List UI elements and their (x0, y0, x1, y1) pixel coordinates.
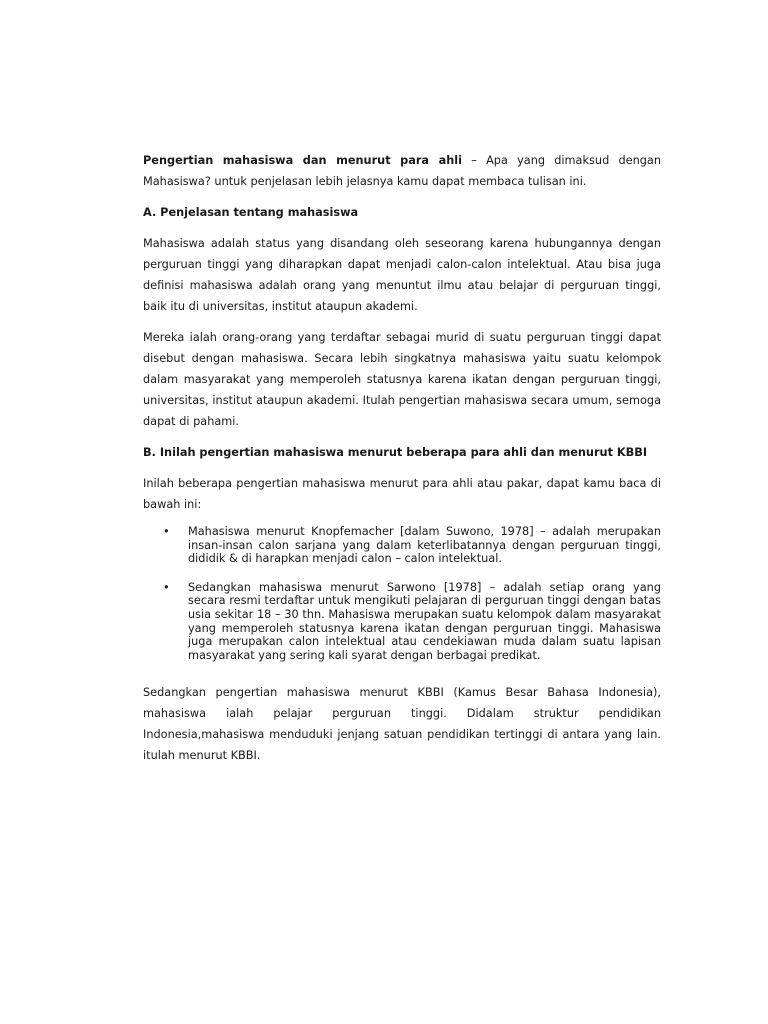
expert-definitions-list (143, 525, 661, 662)
list-item-text: Mahasiswa menurut Knopfemacher [dalam Suwono, 1978] – adalah merupakan insan-insan calon sarjana yang dalam keterlibatannya dengan perguruan tinggi, dididik & di harapkan menjadi calon – calon intelektual. (188, 525, 661, 566)
section-b-intro: Inilah beberapa pengertian mahasiswa menurut para ahli atau pakar, dapat kamu baca di bawah ini: (143, 477, 661, 511)
intro-text-line1: – Apa yang dimaksud dengan (462, 154, 661, 167)
intro-paragraph (143, 150, 661, 192)
intro-text-rest: Mahasiswa? untuk penjelasan lebih jelasnya kamu dapat membaca tulisan ini. (143, 175, 587, 188)
bullet-icon: • (163, 580, 170, 594)
bullet-icon: • (163, 525, 170, 538)
list-item (143, 581, 661, 663)
intro-title: Pengertian mahasiswa dan menurut para ahli (143, 154, 463, 167)
list-item (143, 525, 661, 566)
kbbi-paragraph: Sedangkan pengertian mahasiswa menurut KBBI (Kamus Besar Bahasa Indonesia), mahasiswa ialah pelajar perguruan tinggi. Didalam struktur pendidikan Indonesia,mahasiswa menduduki jenjang satuan pendidikan tertinggi di antara yang lain. itulah menurut KBBI. (143, 686, 661, 763)
section-a-paragraph-2: Mereka ialah orang-orang yang terdaftar sebagai murid di suatu perguruan tinggi dapat disebut dengan mahasiswa. Secara lebih singkatnya mahasiswa yaitu suatu kelompok dalam masyarakat yang memperoleh statusnya karena ikatan dengan perguruan tinggi, universitas, institut ataupun akademi. Itulah pengertian mahasiswa secara umum, semoga dapat di pahami. (143, 331, 661, 428)
list-item-text: Sedangkan mahasiswa menurut Sarwono [1978] – adalah setiap orang yang secara resmi terdaftar untuk mengikuti pelajaran di perguruan tinggi dengan batas usia sekitar 18 – 30 thn. Mahasiswa merupakan suatu kelompok dalam masyarakat yang memperoleh statusnya karena ikatan dengan perguruan tinggi. Mahasiswa juga merupakan calon intelektual atau cendekiawan muda dalam suatu lapisan masyarakat yang sering kali syarat dengan berbagai predikat. (188, 580, 661, 662)
section-b-heading: B. Inilah pengertian mahasiswa menurut beberapa para ahli dan menurut KBBI (143, 446, 648, 459)
document-page (143, 150, 661, 766)
section-a-heading: A. Penjelasan tentang mahasiswa (143, 206, 359, 219)
section-a-paragraph-1: Mahasiswa adalah status yang disandang oleh seseorang karena hubungannya dengan perguruan tinggi yang diharapkan dapat menjadi calon-calon intelektual. Atau bisa juga definisi mahasiswa adalah orang yang menuntut ilmu atau belajar di perguruan tinggi, baik itu di universitas, institut ataupun akademi. (143, 237, 661, 313)
